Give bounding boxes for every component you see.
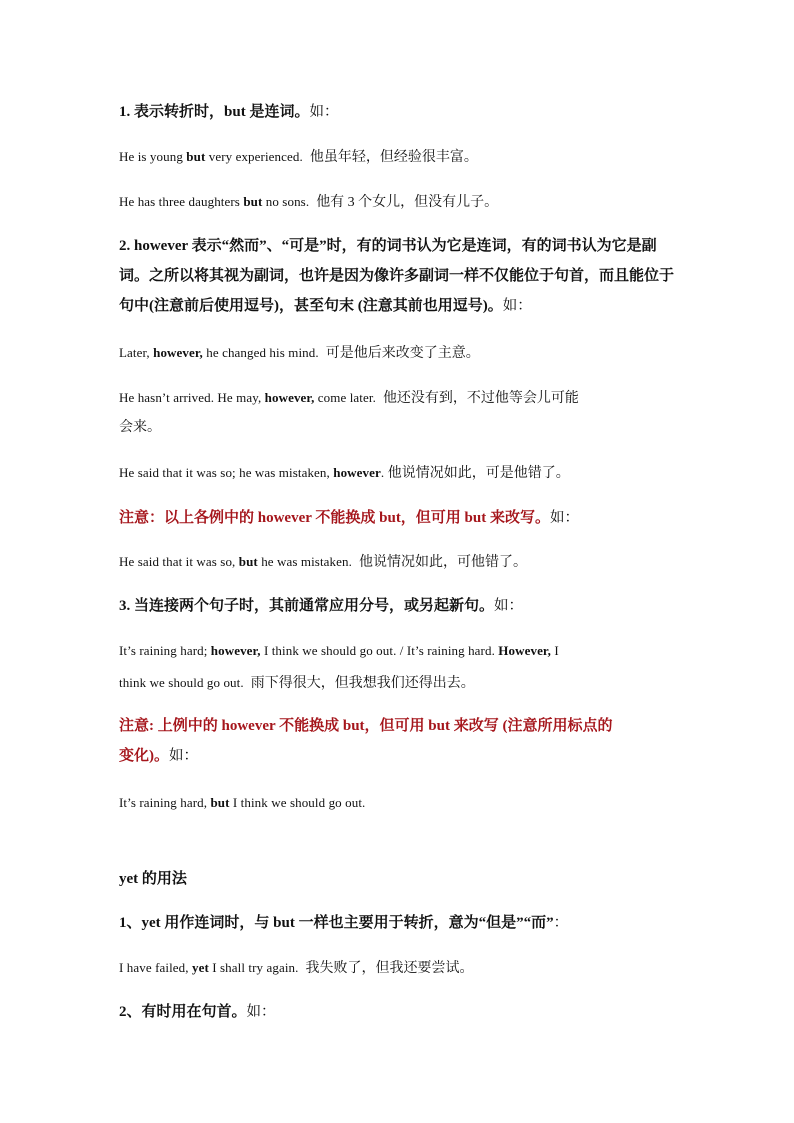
section-2-example-1: Later, however, he changed his mind. 可是他后来改变了主意。: [119, 345, 480, 361]
section-2-example-3: He said that it was so; he was mistaken, however. 他说情况如此，可是他错了。: [119, 465, 570, 481]
yet-heading: yet 的用法: [119, 871, 187, 887]
section-2-note: 注意：以上各例中的 however 不能换成 but，但可用 but 来改写。如：: [119, 510, 579, 526]
section-1-example-2: He has three daughters but no sons. 他有 3 个女儿，但没有儿子。: [119, 194, 499, 210]
section-3-example-2: It’s raining hard, but I think we should go out.: [119, 795, 366, 810]
section-2-example-4: He said that it was so, but he was mistaken. 他说情况如此，可他错了。: [119, 554, 527, 570]
section-3-note-cont: 变化)。如：: [119, 748, 198, 764]
section-1-example-1: He is young but very experienced. 他虽年轻，但经验很丰富。: [119, 149, 478, 165]
section-1-title: 1. 表示转折时，but 是连词。如：: [119, 104, 339, 120]
section-2-example-2-cont: 会来。: [119, 420, 161, 435]
yet-point-1: 1、yet 用作连词时，与 but 一样也主要用于转折，意为“但是”“而”：: [119, 915, 569, 931]
section-3-example-1-cont: think we should go out. 雨下得很大，但我想我们还得出去。: [119, 675, 475, 691]
section-3-title: 3. 当连接两个句子时，其前通常应用分号，或另起新句。如：: [119, 598, 524, 614]
section-3-example-1: It’s raining hard; however, I think we should go out. / It’s raining hard. However, I: [119, 643, 559, 658]
section-2-example-2: He hasn’t arrived. He may, however, come later. 他还没有到，不过他等会儿可能: [119, 390, 579, 406]
yet-example-1: I have failed, yet I shall try again. 我失败了，但我还要尝试。: [119, 960, 474, 976]
yet-point-2: 2、有时用在句首。如：: [119, 1004, 276, 1020]
section-2-title: 2. however 表示“然而”、“可是”时，有的词书认为它是连词，有的词书认为它是副词。之所以将其视为副词，也许是因为像许多副词一样不仅能位于句首，而且能位于句中(注意前后使用逗号)，甚至句末 (注意其前也用逗号)。如：: [119, 238, 675, 314]
section-3-note: 注意: 上例中的 however 不能换成 but，但可用 but 来改写 (注意所用标点的: [119, 718, 613, 734]
